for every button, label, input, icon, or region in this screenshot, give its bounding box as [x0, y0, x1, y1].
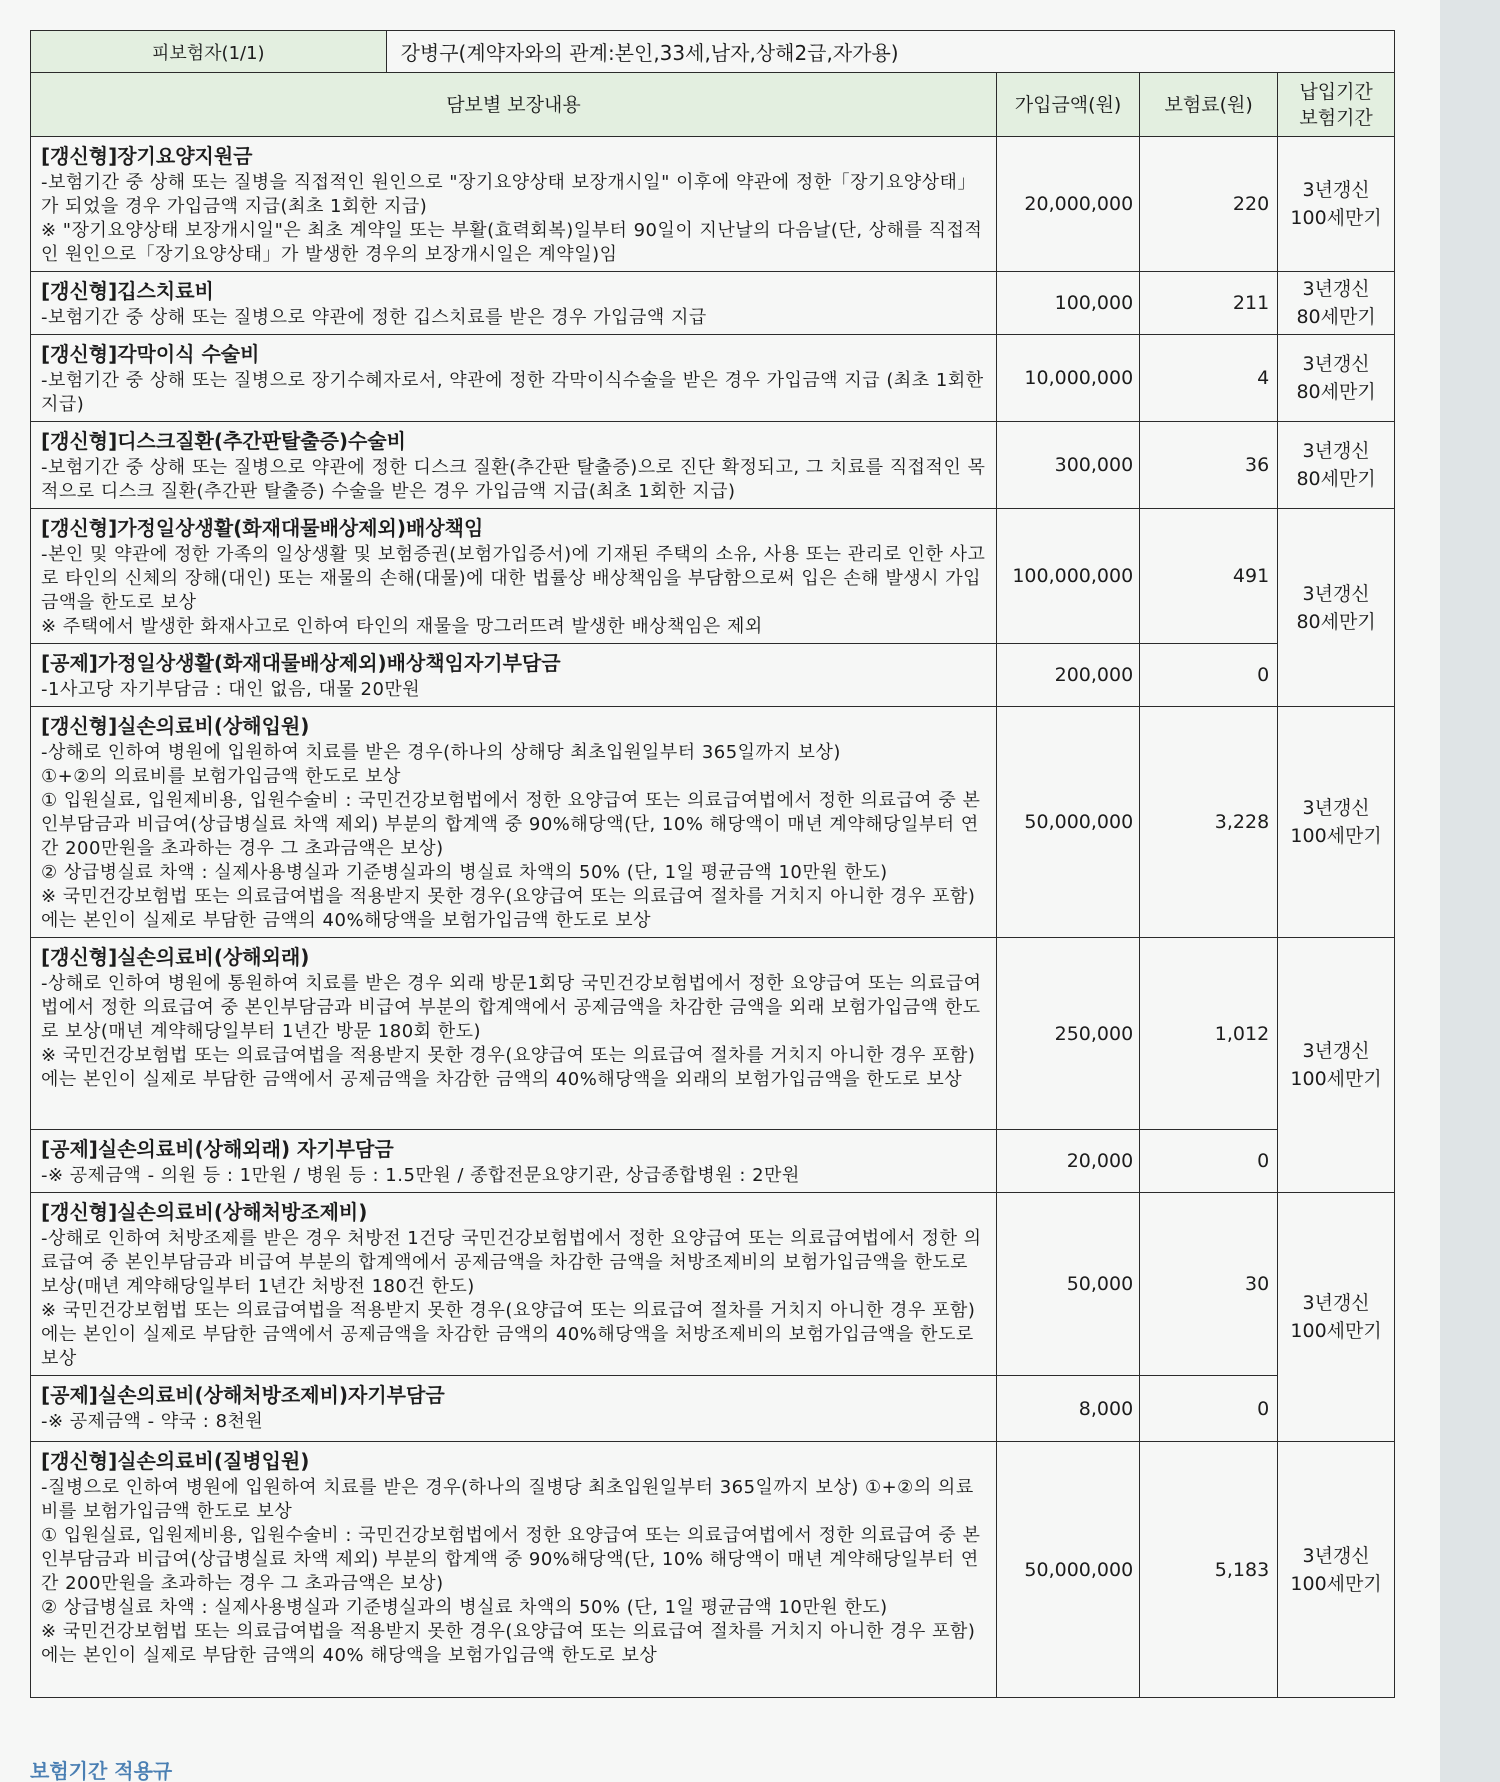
term-maturity: 100세만기 — [1290, 1068, 1382, 1090]
term-maturity: 80세만기 — [1296, 381, 1376, 403]
coverage-rows — [31, 137, 1395, 1698]
coverage-row — [31, 644, 1395, 707]
term-maturity: 80세만기 — [1296, 468, 1376, 490]
footer-fragment: 보험기간 적용규 — [30, 1759, 173, 1782]
coverage-term — [1278, 137, 1395, 272]
coverage-row — [31, 1130, 1395, 1193]
header-premium: 보험료(원) — [1140, 73, 1278, 137]
insured-row — [31, 31, 1395, 73]
coverage-title: [갱신형]디스크질환(추간판탈출증)수술비 — [41, 429, 407, 453]
coverage-title: [갱신형]가정일상생활(화재대물배상제외)배상책임 — [41, 516, 484, 540]
coverage-table — [30, 30, 1395, 1698]
term-maturity: 100세만기 — [1290, 825, 1382, 847]
coverage-amount: 20,000 — [996, 1130, 1139, 1193]
coverage-title: [갱신형]실손의료비(상해처방조제비) — [41, 1200, 368, 1224]
coverage-text: -본인 및 약관에 정한 가족의 일상생활 및 보험증권(보험가입증서)에 기재된 주택의 소유, 사용 또는 관리로 인한 사고로 타인의 신체의 장해(대인) 또는 재물의 손해(대물)에 대한 법률상 배상책임을 부담함으로써 입은 손해 발생시 가입금액을 한도로 보상 ※ 주택에서 발생한 화재사고로 인하여 타인의 재물을 망그러뜨려 발생한 배상책임은 제외 — [41, 544, 986, 637]
header-row — [31, 73, 1395, 137]
coverage-amount: 50,000,000 — [996, 707, 1139, 938]
coverage-text: -보험기간 중 상해 또는 질병으로 장기수혜자로서, 약관에 정한 각막이식수술을 받은 경우 가입금액 지급 (최초 1회한 지급) — [41, 370, 984, 415]
coverage-row — [31, 272, 1395, 335]
coverage-row — [31, 137, 1395, 272]
coverage-premium: 220 — [1140, 137, 1278, 272]
coverage-term — [1278, 1193, 1395, 1442]
coverage-term — [1278, 938, 1395, 1193]
coverage-amount: 20,000,000 — [996, 137, 1139, 272]
coverage-title: [갱신형]실손의료비(상해외래) — [41, 945, 310, 969]
coverage-title: [갱신형]실손의료비(상해입원) — [41, 714, 310, 738]
coverage-term — [1278, 335, 1395, 422]
coverage-premium: 1,012 — [1140, 938, 1278, 1130]
term-renewal: 3년갱신 — [1302, 179, 1370, 201]
coverage-text: -보험기간 중 상해 또는 질병으로 약관에 정한 깁스치료를 받은 경우 가입금액 지급 — [41, 307, 707, 328]
coverage-title: [공제]실손의료비(상해외래) 자기부담금 — [41, 1137, 394, 1161]
coverage-term — [1278, 422, 1395, 509]
insured-label: 피보험자(1/1) — [31, 31, 387, 73]
coverage-row — [31, 422, 1395, 509]
coverage-term — [1278, 707, 1395, 938]
coverage-description — [31, 938, 997, 1130]
term-maturity: 100세만기 — [1290, 1572, 1382, 1595]
header-term-line1: 납입기간 — [1299, 80, 1373, 103]
term-maturity: 100세만기 — [1290, 1320, 1382, 1342]
coverage-description — [31, 1130, 997, 1193]
coverage-text: -※ 공제금액 - 의원 등 : 1만원 / 병원 등 : 1.5만원 / 종합전문요양기관, 상급종합병원 : 2만원 — [41, 1165, 800, 1186]
coverage-title: [공제]실손의료비(상해처방조제비)자기부담금 — [41, 1383, 445, 1407]
term-renewal: 3년갱신 — [1302, 440, 1370, 462]
coverage-row — [31, 335, 1395, 422]
coverage-premium: 0 — [1140, 1376, 1278, 1442]
coverage-text: -질병으로 인하여 병원에 입원하여 치료를 받은 경우(하나의 질병당 최초입원일부터 365일까지 보상) ①+②의 의료비를 보험가입금액 한도로 보상 ① 입원실료, 입원제비용, 입원수술비 : 국민건강보험법에서 정한 요양급여 또는 의료급여법에서 정한 의료급여 중 본인부담금과 비급여(상급병실료 차액 제외) 부분의 합계액 중 90%해당액(단, 10% 해당액이 매년 계약해당일부터 연간 200만원을 초과하는 경우 그 초과금액은 보상) ② 상급병실료 차액 : 실제사용병실과 기준병실과의 병실료 차액의 50% (단, 1일 평균금액 10만원 한도) ※ 국민건강보험법 또는 의료급여법을 적용받지 못한 경우(요양급여 또는 의료급여 절차를 거치지 아니한 경우 포함)에는 본인이 실제로 부담한 금액의 40% 해당액을 보험가입금액 한도로 보상 — [41, 1477, 981, 1666]
coverage-amount: 8,000 — [996, 1376, 1139, 1442]
coverage-amount: 100,000,000 — [996, 509, 1139, 644]
coverage-premium: 491 — [1140, 509, 1278, 644]
coverage-amount: 50,000,000 — [996, 1442, 1139, 1698]
term-renewal: 3년갱신 — [1302, 1544, 1370, 1567]
insured-value: 강병구(계약자와의 관계:본인,33세,남자,상해2급,자가용) — [386, 31, 1394, 73]
coverage-title: [갱신형]실손의료비(질병입원) — [41, 1449, 310, 1473]
coverage-amount: 300,000 — [996, 422, 1139, 509]
coverage-description — [31, 644, 997, 707]
term-maturity: 100세만기 — [1290, 207, 1382, 229]
coverage-description — [31, 1376, 997, 1442]
coverage-description — [31, 422, 997, 509]
term-renewal: 3년갱신 — [1302, 582, 1370, 605]
coverage-description — [31, 509, 997, 644]
page-edge — [1440, 0, 1500, 1782]
coverage-description — [31, 137, 997, 272]
coverage-row — [31, 1193, 1395, 1376]
coverage-amount: 10,000,000 — [996, 335, 1139, 422]
coverage-description — [31, 335, 997, 422]
coverage-amount: 100,000 — [996, 272, 1139, 335]
coverage-description — [31, 272, 997, 335]
coverage-amount: 50,000 — [996, 1193, 1139, 1376]
coverage-description — [31, 1442, 997, 1698]
coverage-row — [31, 1442, 1395, 1698]
header-term-line2: 보험기간 — [1299, 106, 1373, 129]
term-maturity: 80세만기 — [1296, 610, 1376, 633]
coverage-text: -1사고당 자기부담금 : 대인 없음, 대물 20만원 — [41, 679, 421, 700]
coverage-text: -※ 공제금액 - 약국 : 8천원 — [41, 1411, 264, 1432]
term-renewal: 3년갱신 — [1302, 1040, 1370, 1062]
coverage-premium: 0 — [1140, 644, 1278, 707]
term-renewal: 3년갱신 — [1302, 797, 1370, 819]
header-term — [1278, 73, 1395, 137]
term-renewal: 3년갱신 — [1302, 1292, 1370, 1314]
coverage-text: -상해로 인하여 처방조제를 받은 경우 처방전 1건당 국민건강보험법에서 정한 요양급여 또는 의료급여법에서 정한 의료급여 중 본인부담금과 비급여 부분의 합계액에서 공제금액을 차감한 금액을 처방조제비의 보험가입금액을 한도로 보상(매년 계약해당일부터 1년간 처방전 180건 한도) ※ 국민건강보험법 또는 의료급여법을 적용받지 못한 경우(요양급여 또는 의료급여 절차를 거치지 아니한 경우 포함)에는 본인이 실제로 부담한 금액에서 공제금액을 차감한 금액의 40%해당액을 처방조제비의 보험가입금액을 한도로 보상 — [41, 1228, 982, 1369]
coverage-row — [31, 707, 1395, 938]
coverage-text: -보험기간 중 상해 또는 질병으로 약관에 정한 디스크 질환(추간판 탈출증)으로 진단 확정되고, 그 치료를 직접적인 목적으로 디스크 질환(추간판 탈출증) 수술을 받은 경우 가입금액 지급(최초 1회한 지급) — [41, 457, 986, 502]
coverage-title: [갱신형]깁스치료비 — [41, 279, 214, 303]
coverage-term — [1278, 272, 1395, 335]
coverage-title: [갱신형]각막이식 수술비 — [41, 342, 260, 366]
coverage-title: [갱신형]장기요양지원금 — [41, 144, 253, 168]
coverage-row — [31, 938, 1395, 1130]
coverage-premium: 5,183 — [1140, 1442, 1278, 1698]
coverage-amount: 250,000 — [996, 938, 1139, 1130]
coverage-premium: 4 — [1140, 335, 1278, 422]
coverage-description — [31, 1193, 997, 1376]
term-renewal: 3년갱신 — [1302, 353, 1370, 375]
coverage-text: -상해로 인하여 병원에 입원하여 치료를 받은 경우(하나의 상해당 최초입원일부터 365일까지 보상) ①+②의 의료비를 보험가입금액 한도로 보상 ① 입원실료, 입원제비용, 입원수술비 : 국민건강보험법에서 정한 요양급여 또는 의료급여법에서 정한 의료급여 중 본인부담금과 비급여(상급병실료 차액 제외) 부분의 합계액 중 90%해당액(단, 10% 해당액이 매년 계약해당일부터 연간 200만원을 초과하는 경우 그 초과금액은 보상) ② 상급병실료 차액 : 실제사용병실과 기준병실과의 병실료 차액의 50% (단, 1일 평균금액 10만원 한도) ※ 국민건강보험법 또는 의료급여법을 적용받지 못한 경우(요양급여 또는 의료급여 절차를 거치지 아니한 경우 포함)에는 본인이 실제로 부담한 금액의 40%해당액을 보험가입금액 한도로 보상 — [41, 742, 981, 931]
term-maturity: 80세만기 — [1296, 306, 1376, 328]
coverage-premium: 211 — [1140, 272, 1278, 335]
coverage-premium: 36 — [1140, 422, 1278, 509]
header-amount: 가입금액(원) — [996, 73, 1139, 137]
coverage-premium: 30 — [1140, 1193, 1278, 1376]
coverage-term — [1278, 509, 1395, 707]
coverage-text: -보험기간 중 상해 또는 질병을 직접적인 원인으로 "장기요양상태 보장개시일" 이후에 약관에 정한「장기요양상태」가 되었을 경우 가입금액 지급(최초 1회한 지급) ※ "장기요양상태 보장개시일"은 최초 계약일 또는 부활(효력회복)일부터 90일이 지난날의 다음날(단, 상해를 직접적인 원인으로「장기요양상태」가 발생한 경우의 보장개시일은 계약일)임 — [41, 172, 983, 265]
coverage-premium: 0 — [1140, 1130, 1278, 1193]
coverage-row — [31, 509, 1395, 644]
coverage-row — [31, 1376, 1395, 1442]
coverage-description — [31, 707, 997, 938]
coverage-amount: 200,000 — [996, 644, 1139, 707]
term-renewal: 3년갱신 — [1302, 278, 1370, 300]
coverage-title: [공제]가정일상생활(화재대물배상제외)배상책임자기부담금 — [41, 651, 561, 675]
header-coverage: 담보별 보장내용 — [31, 73, 997, 137]
coverage-premium: 3,228 — [1140, 707, 1278, 938]
coverage-text: -상해로 인하여 병원에 통원하여 치료를 받은 경우 외래 방문1회당 국민건강보험법에서 정한 요양급여 또는 의료급여법에서 정한 의료급여 중 본인부담금과 비급여 부분의 합계액에서 공제금액을 차감한 금액을 외래 보험가입금액 한도로 보상(매년 계약해당일부터 1년간 방문 180회 한도) ※ 국민건강보험법 또는 의료급여법을 적용받지 못한 경우(요양급여 또는 의료급여 절차를 거치지 아니한 경우 포함)에는 본인이 실제로 부담한 금액에서 공제금액을 차감한 금액의 40%해당액을 외래의 보험가입금액을 한도로 보상 — [41, 973, 982, 1090]
coverage-term — [1278, 1442, 1395, 1698]
